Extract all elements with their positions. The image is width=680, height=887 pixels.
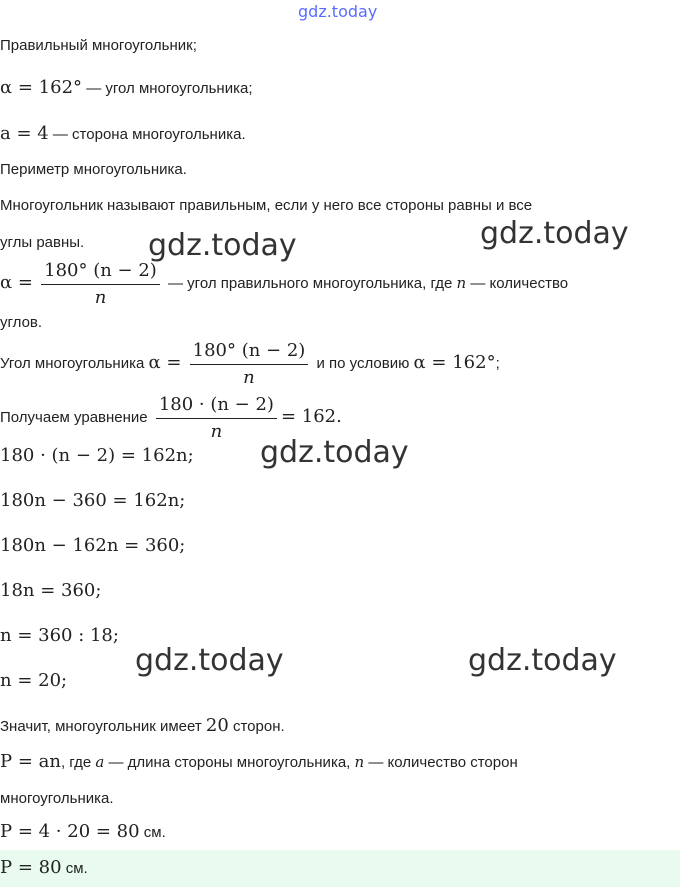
math-var: n xyxy=(456,274,467,292)
text-fragment: — угол правильного многоугольника, где xyxy=(163,275,457,292)
text-fragment: и по условию xyxy=(312,355,414,372)
watermark: gdz.today xyxy=(260,435,409,470)
text-line-12 xyxy=(0,752,518,773)
math-formula: P = an xyxy=(0,751,61,772)
text-fragment: см. xyxy=(139,824,166,841)
text-line-2 xyxy=(0,78,253,99)
fraction-denominator: n xyxy=(243,366,255,388)
math-answer: P = 80 xyxy=(0,857,62,878)
math-lhs: α = xyxy=(0,272,33,293)
watermark: gdz.today xyxy=(480,216,629,251)
fraction-denominator: n xyxy=(210,420,223,442)
text-line-3 xyxy=(0,124,246,145)
watermark: gdz.today xyxy=(135,643,284,678)
fraction xyxy=(190,340,309,389)
fraction-numerator: 180° (n − 2) xyxy=(41,260,160,285)
equation-2: 180n − 360 = 162n; xyxy=(0,490,186,511)
fraction-numerator: 180° (n − 2) xyxy=(190,340,309,365)
watermark-top: gdz.today xyxy=(298,2,378,21)
equation-3: 180n − 162n = 360; xyxy=(0,535,186,556)
equation-1: 180 · (n − 2) = 162n; xyxy=(0,445,194,466)
text-line-5: Многоугольник называют правильным, если у него все стороны равны и все xyxy=(0,197,533,214)
text-line-1: Правильный многоугольник; xyxy=(0,37,197,54)
answer-highlight xyxy=(0,850,680,887)
text-line-7 xyxy=(0,258,568,309)
text-fragment: — сторона многоугольника. xyxy=(48,126,246,143)
fraction xyxy=(41,260,160,309)
text-line-11 xyxy=(0,716,285,737)
equation-4: 18n = 360; xyxy=(0,580,102,601)
text-fragment: ; xyxy=(495,355,500,372)
text-line-14 xyxy=(0,822,166,843)
text-line-4: Периметр многоугольника. xyxy=(0,161,187,178)
text-line-9 xyxy=(0,338,500,389)
equation-5: n = 360 : 18; xyxy=(0,625,119,646)
fraction-denominator: n xyxy=(94,286,107,308)
math-lhs: α = xyxy=(148,352,182,373)
text-fragment: сторон. xyxy=(228,718,285,735)
math-condition: α = 162° xyxy=(413,352,496,373)
text-line-6: углы равны. xyxy=(0,234,85,251)
math-count: 20 xyxy=(205,715,229,736)
text-fragment: , где xyxy=(60,754,96,771)
math-var: n xyxy=(354,753,365,771)
text-fragment: — количество xyxy=(466,275,569,292)
text-fragment: Значит, многоугольник имеет xyxy=(0,718,206,735)
math-var: a xyxy=(95,753,105,771)
math-rhs: = 162. xyxy=(280,406,342,427)
text-fragment: — длина стороны многоугольника, xyxy=(104,754,355,771)
math-alpha-value: α = 162° xyxy=(0,77,83,98)
fraction-numerator: 180 · (n − 2) xyxy=(156,394,277,419)
watermark: gdz.today xyxy=(148,228,297,263)
text-line-13: многоугольника. xyxy=(0,790,114,807)
text-fragment: — количество сторон xyxy=(364,754,518,771)
answer-line xyxy=(0,858,88,879)
text-fragment: см. xyxy=(61,860,88,877)
equation-6: n = 20; xyxy=(0,670,68,691)
math-calculation: P = 4 · 20 = 80 xyxy=(0,821,140,842)
text-fragment: Угол многоугольника xyxy=(0,355,149,372)
text-fragment: — угол многоугольника; xyxy=(82,80,253,97)
fraction xyxy=(156,394,277,443)
text-line-8: углов. xyxy=(0,314,43,331)
math-side-value: a = 4 xyxy=(0,123,49,144)
text-fragment: Получаем уравнение xyxy=(0,409,152,426)
watermark: gdz.today xyxy=(468,643,617,678)
